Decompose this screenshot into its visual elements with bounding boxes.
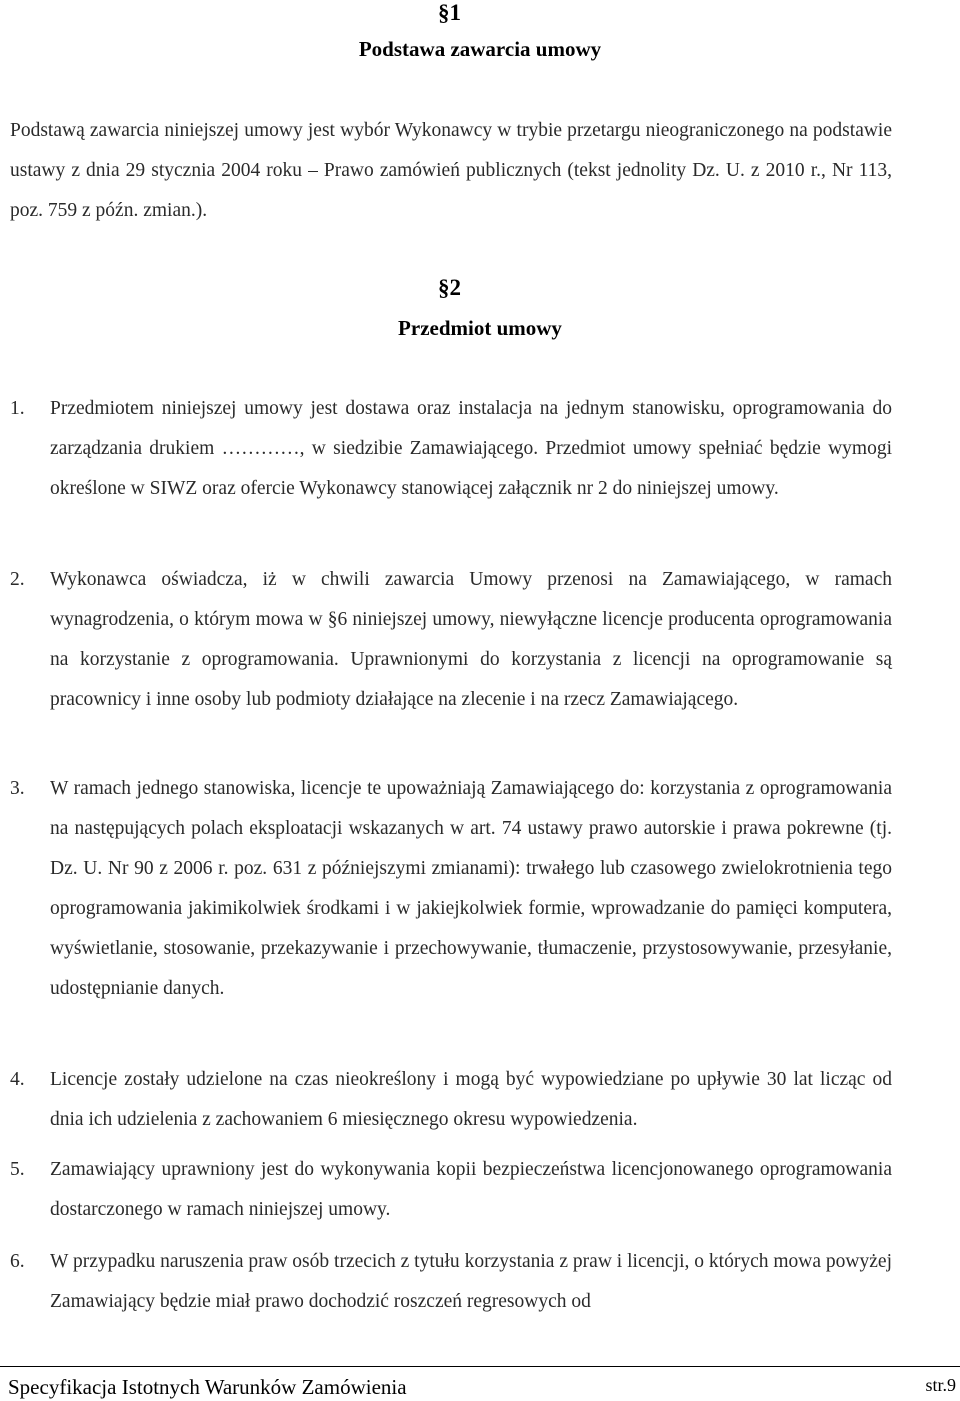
list-item-text: Wykonawca oświadcza, iż w chwili zawarcia Umowy przenosi na Zamawiającego, w ramach wynagrodzenia, o którym mowa w §6 niniejszej umowy, niewyłączne licencje producenta oprogramowania na korzystanie z oprogramowania. Uprawnionymi do korzystania z licencji na oprogramowanie są pracownicy i inne osoby lub podmioty działające na zlecenie i na rzecz Zamawiającego. xyxy=(50,569,892,710)
list-item-text: W ramach jednego stanowiska, licencje te upoważniają Zamawiającego do: korzystania z oprogramowania na następujących polach eksploatacji wskazanych w art. 74 ustawy prawo autorskie i prawa pokrewne (tj. Dz. U. Nr 90 z 2006 r. poz. 631 z późniejszymi zmianami): trwałego lub czasowego zwielokrotnienia tego oprogramowania jakimikolwiek środkami i w jakiejkolwiek formie, wprowadzanie do pamięci komputera, wyświetlanie, stosowanie, przekazywanie i przechowywanie, tłumaczenie, przystosowywanie, przesyłanie, udostępnianie danych. xyxy=(50,778,892,999)
list-item-number: 2. xyxy=(10,569,25,590)
page-number: str.9 xyxy=(925,1375,956,1395)
list-item-text: Zamawiający uprawniony jest do wykonywania kopii bezpieczeństwa licencjonowanego oprogramowania dostarczonego w ramach niniejszej umowy. xyxy=(50,1159,892,1220)
list-item-text: W przypadku naruszenia praw osób trzecich z tytułu korzystania z praw i licencji, o których mowa powyżej Zamawiający będzie miał prawo dochodzić roszczeń regresowych od xyxy=(50,1251,892,1312)
list-item-3 xyxy=(10,769,892,1009)
list-item-1 xyxy=(10,389,892,509)
list-item-number: 5. xyxy=(10,1159,25,1180)
list-item-4 xyxy=(10,1060,892,1140)
list-item-text: Licencje zostały udzielone na czas nieokreślony i mogą być wypowiedziane po upływie 30 lat licząc od dnia ich udzielenia z zachowaniem 6 miesięcznego okresu wypowiedzenia. xyxy=(50,1069,892,1130)
list-item-2 xyxy=(10,560,892,720)
list-item-5 xyxy=(10,1150,892,1230)
section-2-title: Przedmiot umowy xyxy=(398,316,562,340)
section-1-title: Podstawa zawarcia umowy xyxy=(358,37,602,61)
list-item-number: 3. xyxy=(10,778,25,799)
list-item-number: 6. xyxy=(10,1251,25,1272)
section-1-paragraph: Podstawą zawarcia niniejszej umowy jest wybór Wykonawcy w trybie przetargu nieograniczonego na podstawie ustawy z dnia 29 stycznia 2004 roku – Prawo zamówień publicznych (tekst jednolity Dz. U. z 2010 r., Nr 113, poz. 759 z późn. zmian.). xyxy=(10,120,892,221)
footer-title: Specyfikacja Istotnych Warunków Zamówienia xyxy=(8,1375,407,1399)
list-item-number: 1. xyxy=(10,398,25,419)
list-item-number: 4. xyxy=(10,1069,25,1090)
page-footer xyxy=(0,1366,960,1401)
list-item-6 xyxy=(10,1242,892,1322)
section-1-mark: §1 xyxy=(438,0,461,25)
section-2-mark: §2 xyxy=(438,275,461,300)
list-item-text: Przedmiotem niniejszej umowy jest dostawa oraz instalacja na jednym stanowisku, oprogramowania do zarządzania drukiem …………, w siedzibie Zamawiającego. Przedmiot umowy spełniać będzie wymogi określone w SIWZ oraz ofercie Wykonawcy stanowiącej załącznik nr 2 do niniejszej umowy. xyxy=(50,398,892,499)
